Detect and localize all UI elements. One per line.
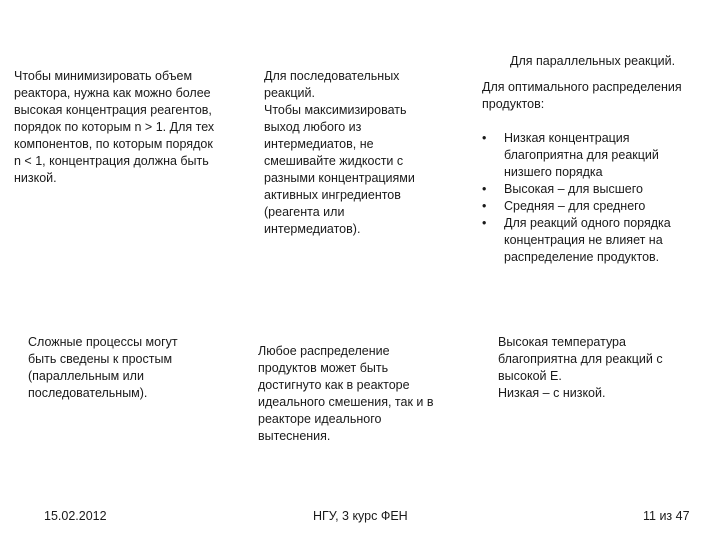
list-item (482, 181, 707, 198)
list-item-text: Низкая концентрация благоприятна для реакций низшего порядка (504, 131, 659, 179)
parallel-reactions-list (482, 130, 707, 266)
text-block-temperature: Высокая температура благоприятна для реакций с высокой E. Низкая – с низкой. (498, 335, 663, 400)
footer-page-number: 11 из 47 (643, 509, 690, 523)
list-item-text: Для реакций одного порядка концентрация не влияет на распределение продуктов. (504, 216, 671, 264)
list-item (482, 215, 707, 266)
bullet-icon: • (482, 131, 487, 145)
footer-course: НГУ, 3 курс ФЕН (313, 509, 408, 523)
bullet-icon: • (482, 199, 487, 213)
parallel-reactions-intro: Для оптимального распределения продуктов: (482, 80, 682, 111)
bullet-icon: • (482, 182, 487, 196)
list-item-text: Высокая – для высшего (504, 182, 643, 196)
parallel-reactions-title: Для параллельных реакций. (510, 54, 676, 68)
text-block-volume-minimization: Чтобы минимизировать объем реактора, нужна как можно более высокая концентрация реагентов, порядок по которым n > 1. Для тех компонентов, по которым порядок n < 1, концентрация должна быть низкой. (14, 69, 215, 185)
list-item-text: Средняя – для среднего (504, 199, 646, 213)
text-block-complex-processes: Сложные процессы могут быть сведены к простым (параллельным или последовательным). (28, 335, 178, 400)
list-item (482, 130, 707, 181)
text-block-sequential-reactions: Для последовательных реакций. Чтобы максимизировать выход любого из интермедиатов, не смешивайте жидкости с разными концентрациями активных ингредиентов (реагента или интермедиатов). (264, 69, 415, 236)
footer-date: 15.02.2012 (44, 509, 107, 523)
text-block-distribution: Любое распределение продуктов может быть достигнуто как в реакторе идеального смешения, так и в реакторе идеального вытеснения. (258, 344, 434, 443)
bullet-icon: • (482, 216, 487, 230)
list-item (482, 198, 707, 215)
